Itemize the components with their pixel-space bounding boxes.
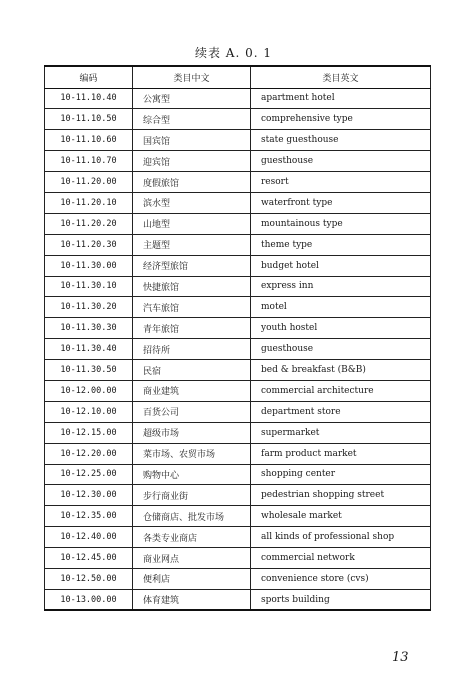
table-row <box>45 276 431 297</box>
table-row <box>45 443 431 464</box>
row-code: 10-11.10.50 <box>45 109 133 130</box>
row-english-name: commercial network <box>251 548 431 569</box>
table-row <box>45 234 431 255</box>
row-code: 10-11.30.50 <box>45 360 133 381</box>
row-chinese-name: 商业建筑 <box>133 380 251 401</box>
row-chinese-name: 购物中心 <box>133 464 251 485</box>
table-row <box>45 109 431 130</box>
page-title: 续表 A. 0. 1 <box>194 46 272 60</box>
row-chinese-name: 汽车旅馆 <box>133 297 251 318</box>
table-row <box>45 485 431 506</box>
table-row <box>45 401 431 422</box>
table-row <box>45 568 431 589</box>
table-row <box>45 172 431 193</box>
row-english-name: farm product market <box>251 443 431 464</box>
row-code: 10-12.20.00 <box>45 443 133 464</box>
row-chinese-name: 百货公司 <box>133 401 251 422</box>
row-chinese-name: 综合型 <box>133 109 251 130</box>
row-english-name: guesthouse <box>251 151 431 172</box>
row-english-name: department store <box>251 401 431 422</box>
row-code: 10-11.30.20 <box>45 297 133 318</box>
row-chinese-name: 体育建筑 <box>133 589 251 610</box>
row-english-name: shopping center <box>251 464 431 485</box>
row-chinese-name: 便利店 <box>133 568 251 589</box>
page-number: 13 <box>392 650 409 665</box>
row-chinese-name: 民宿 <box>133 360 251 381</box>
table-row <box>45 360 431 381</box>
row-english-name: convenience store (cvs) <box>251 568 431 589</box>
row-english-name: waterfront type <box>251 192 431 213</box>
row-chinese-name: 公寓型 <box>133 88 251 109</box>
table-header-row <box>45 66 431 88</box>
row-english-name: wholesale market <box>251 506 431 527</box>
row-code: 10-12.30.00 <box>45 485 133 506</box>
row-english-name: mountainous type <box>251 213 431 234</box>
table-row <box>45 589 431 610</box>
row-code: 10-12.45.00 <box>45 548 133 569</box>
row-english-name: commercial architecture <box>251 380 431 401</box>
row-english-name: resort <box>251 172 431 193</box>
header-chinese-name: 类目中文 <box>133 66 251 88</box>
row-chinese-name: 主题型 <box>133 234 251 255</box>
row-english-name: state guesthouse <box>251 130 431 151</box>
row-code: 10-12.15.00 <box>45 422 133 443</box>
table-row <box>45 130 431 151</box>
table-row <box>45 339 431 360</box>
row-code: 10-11.20.20 <box>45 213 133 234</box>
row-chinese-name: 各类专业商店 <box>133 527 251 548</box>
row-code: 10-11.30.40 <box>45 339 133 360</box>
row-chinese-name: 经济型旅馆 <box>133 255 251 276</box>
row-chinese-name: 滨水型 <box>133 192 251 213</box>
row-code: 10-11.10.70 <box>45 151 133 172</box>
row-english-name: theme type <box>251 234 431 255</box>
row-english-name: all kinds of professional shop <box>251 527 431 548</box>
row-code: 10-12.50.00 <box>45 568 133 589</box>
row-code: 10-11.20.00 <box>45 172 133 193</box>
row-chinese-name: 商业网点 <box>133 548 251 569</box>
row-code: 10-11.10.60 <box>45 130 133 151</box>
row-chinese-name: 快捷旅馆 <box>133 276 251 297</box>
row-code: 10-11.30.10 <box>45 276 133 297</box>
row-chinese-name: 招待所 <box>133 339 251 360</box>
row-chinese-name: 度假旅馆 <box>133 172 251 193</box>
row-code: 10-11.20.30 <box>45 234 133 255</box>
table-row <box>45 548 431 569</box>
row-english-name: youth hostel <box>251 318 431 339</box>
row-code: 10-11.10.40 <box>45 88 133 109</box>
row-chinese-name: 步行商业街 <box>133 485 251 506</box>
row-code: 10-12.10.00 <box>45 401 133 422</box>
row-code: 10-11.20.10 <box>45 192 133 213</box>
row-code: 10-13.00.00 <box>45 589 133 610</box>
terminology-table <box>44 65 431 611</box>
table-row <box>45 527 431 548</box>
row-english-name: budget hotel <box>251 255 431 276</box>
table-row <box>45 380 431 401</box>
row-chinese-name: 超级市场 <box>133 422 251 443</box>
row-chinese-name: 迎宾馆 <box>133 151 251 172</box>
row-chinese-name: 国宾馆 <box>133 130 251 151</box>
row-chinese-name: 菜市场、农贸市场 <box>133 443 251 464</box>
row-code: 10-12.25.00 <box>45 464 133 485</box>
header-english-name: 类目英文 <box>251 66 431 88</box>
table-row <box>45 88 431 109</box>
table-row <box>45 506 431 527</box>
row-chinese-name: 仓储商店、批发市场 <box>133 506 251 527</box>
row-english-name: guesthouse <box>251 339 431 360</box>
row-code: 10-11.30.30 <box>45 318 133 339</box>
row-english-name: apartment hotel <box>251 88 431 109</box>
table-row <box>45 213 431 234</box>
row-english-name: sports building <box>251 589 431 610</box>
row-code: 10-12.00.00 <box>45 380 133 401</box>
row-english-name: bed & breakfast (B&B) <box>251 360 431 381</box>
row-english-name: express inn <box>251 276 431 297</box>
row-english-name: pedestrian shopping street <box>251 485 431 506</box>
row-english-name: comprehensive type <box>251 109 431 130</box>
row-code: 10-11.30.00 <box>45 255 133 276</box>
table-row <box>45 255 431 276</box>
row-code: 10-12.40.00 <box>45 527 133 548</box>
row-chinese-name: 山地型 <box>133 213 251 234</box>
table-body <box>45 88 431 610</box>
table-row <box>45 297 431 318</box>
table-row <box>45 422 431 443</box>
table-row <box>45 318 431 339</box>
row-code: 10-12.35.00 <box>45 506 133 527</box>
row-english-name: motel <box>251 297 431 318</box>
table-row <box>45 464 431 485</box>
header-code: 编码 <box>45 66 133 88</box>
table-row <box>45 192 431 213</box>
row-english-name: supermarket <box>251 422 431 443</box>
row-chinese-name: 青年旅馆 <box>133 318 251 339</box>
table-row <box>45 151 431 172</box>
